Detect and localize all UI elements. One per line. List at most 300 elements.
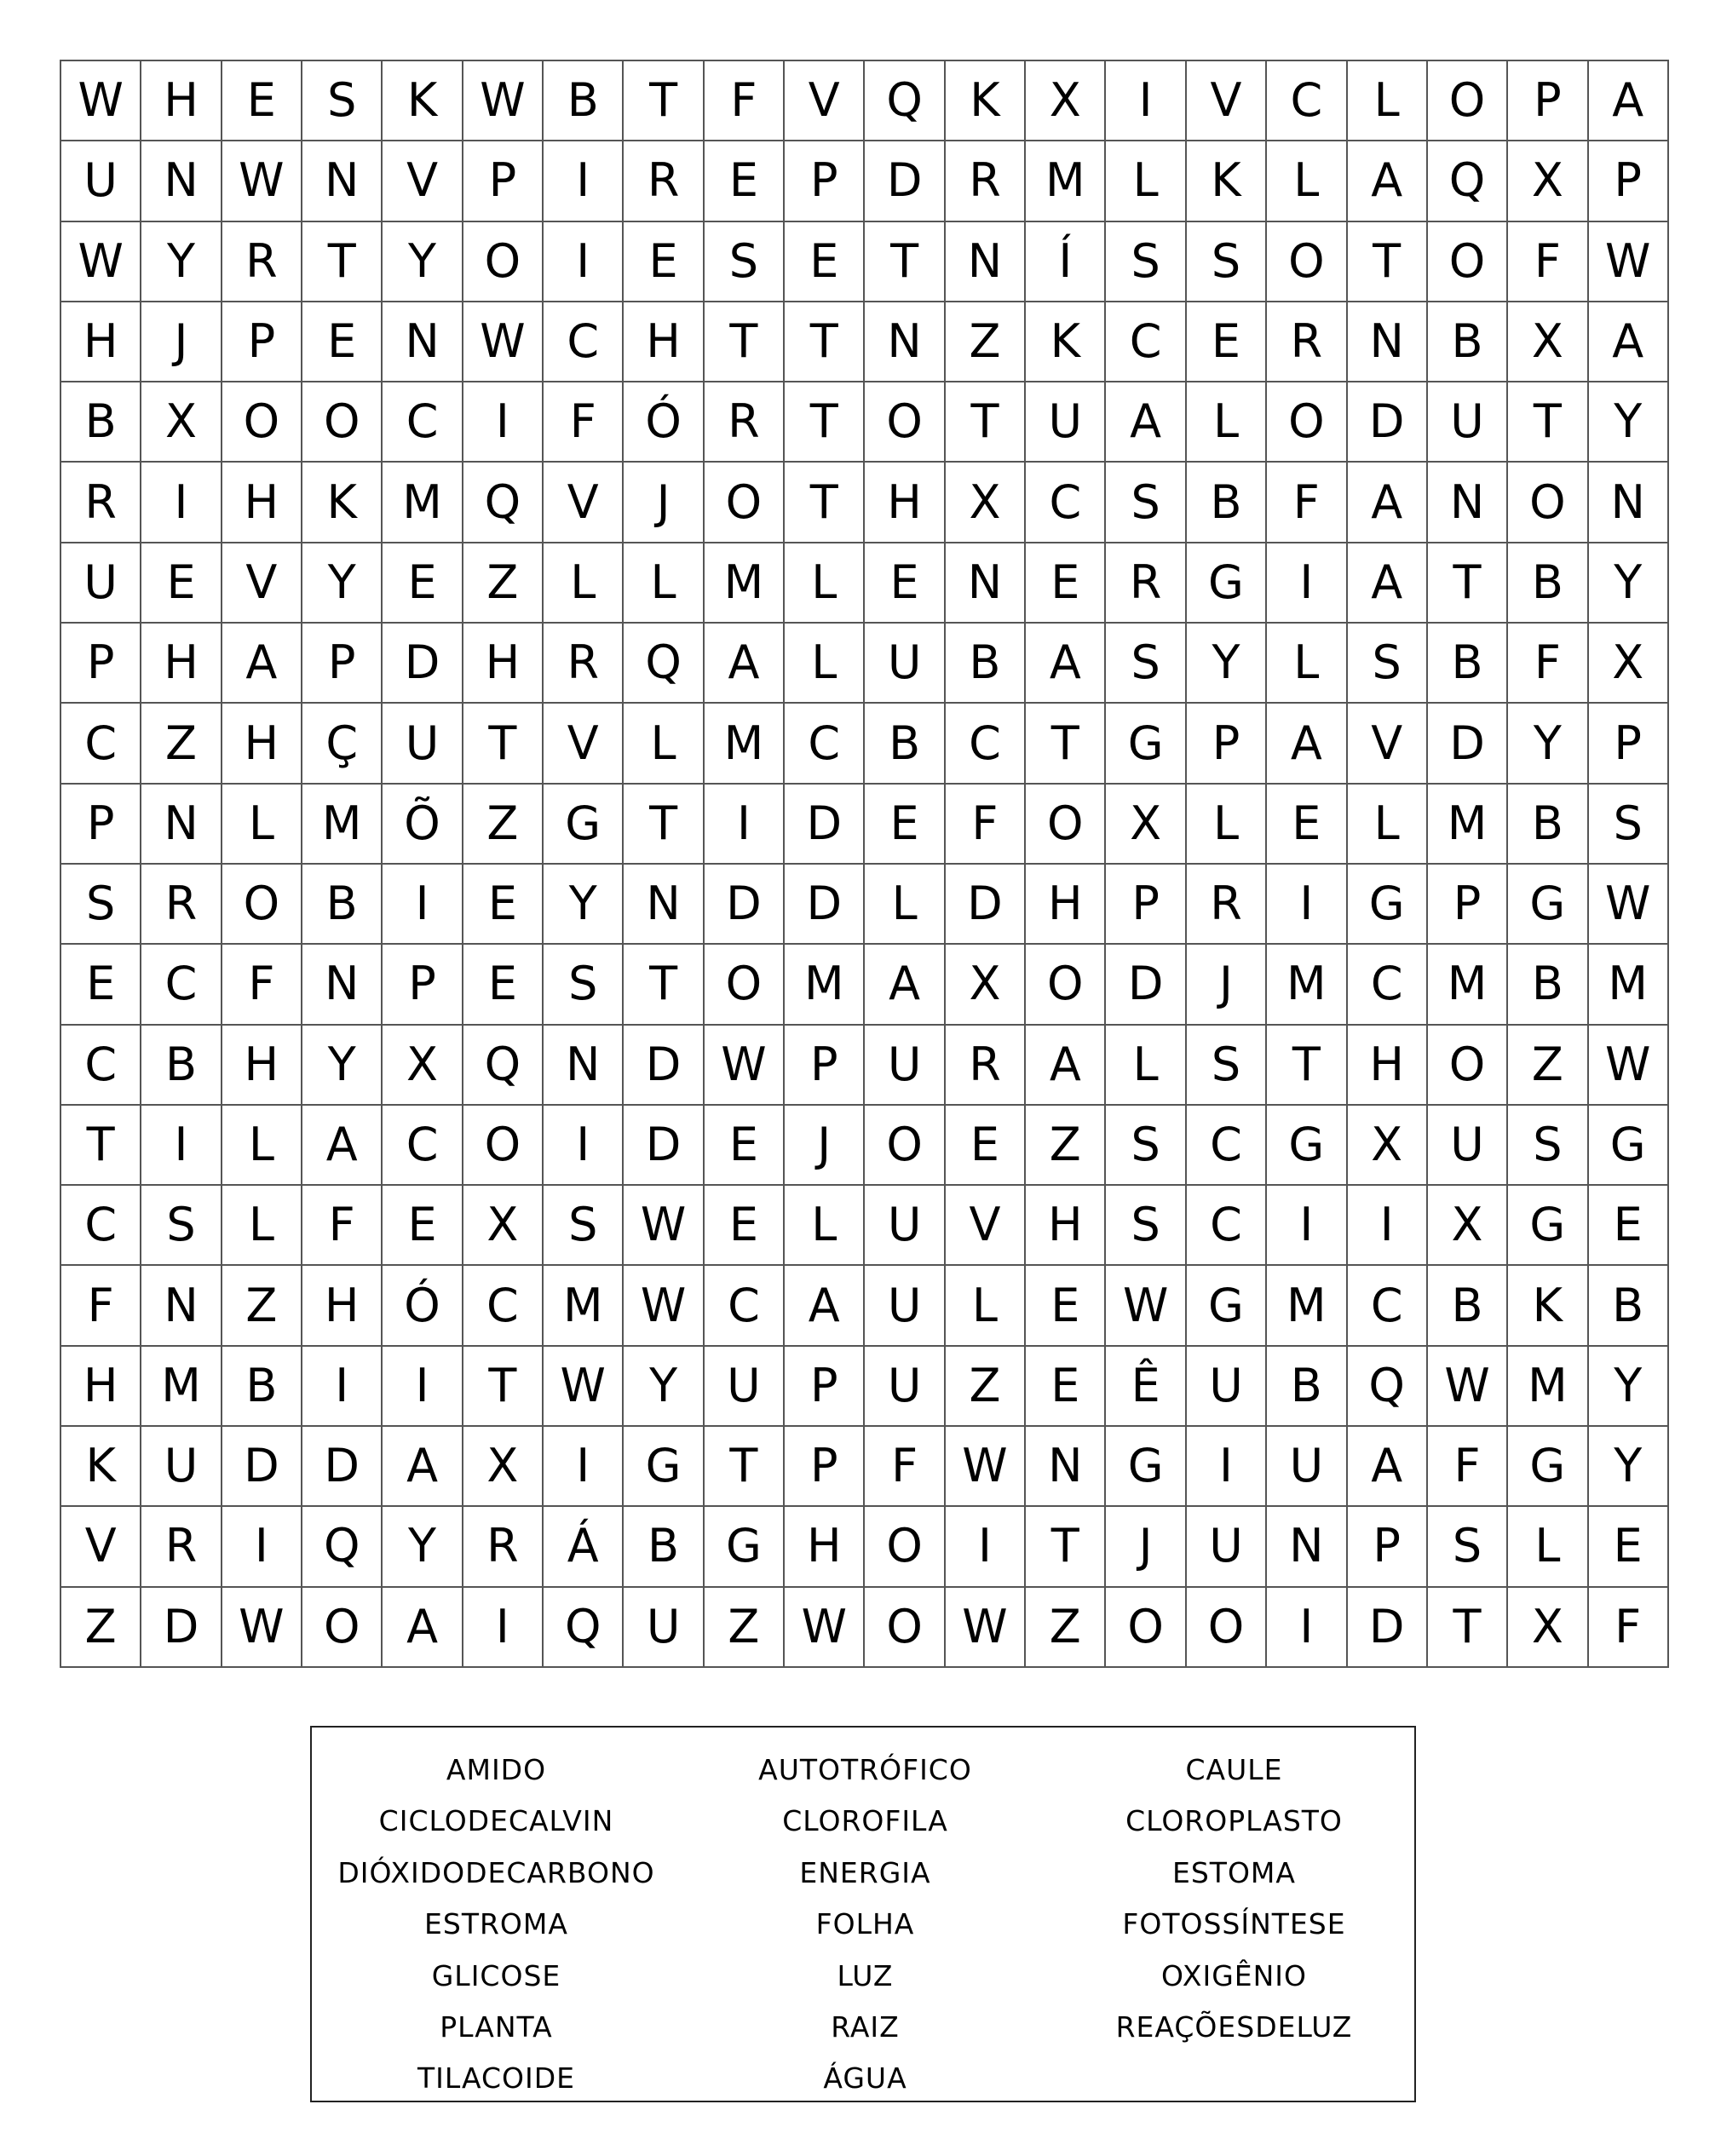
grid-cell[interactable]: M xyxy=(302,785,383,865)
grid-cell[interactable]: A xyxy=(785,1266,865,1346)
grid-cell[interactable]: L xyxy=(785,1186,865,1266)
grid-cell[interactable]: J xyxy=(141,302,222,382)
grid-cell[interactable]: L xyxy=(785,624,865,704)
grid-cell[interactable]: Z xyxy=(1026,1588,1106,1668)
grid-cell[interactable]: W xyxy=(624,1266,704,1346)
grid-cell[interactable]: W xyxy=(946,1588,1026,1668)
grid-cell[interactable]: J xyxy=(1187,945,1267,1025)
grid-cell[interactable]: D xyxy=(1428,704,1508,784)
grid-cell[interactable]: M xyxy=(1267,945,1347,1025)
grid-cell[interactable]: M xyxy=(1428,785,1508,865)
grid-cell[interactable]: F xyxy=(544,382,624,463)
grid-cell[interactable]: K xyxy=(61,1427,141,1507)
grid-cell[interactable]: A xyxy=(1106,382,1186,463)
grid-cell[interactable]: D xyxy=(785,785,865,865)
grid-cell[interactable]: B xyxy=(1508,945,1588,1025)
grid-cell[interactable]: B xyxy=(624,1507,704,1587)
grid-cell[interactable]: O xyxy=(1187,1588,1267,1668)
grid-cell[interactable]: N xyxy=(624,865,704,945)
grid-cell[interactable]: W xyxy=(463,302,544,382)
grid-cell[interactable]: Z xyxy=(61,1588,141,1668)
grid-cell[interactable]: S xyxy=(1508,1106,1588,1186)
grid-cell[interactable]: Í xyxy=(1026,222,1106,302)
grid-cell[interactable]: L xyxy=(1267,624,1347,704)
grid-cell[interactable]: S xyxy=(1187,1026,1267,1106)
grid-cell[interactable]: Ç xyxy=(302,704,383,784)
grid-cell[interactable]: T xyxy=(705,1427,785,1507)
grid-cell[interactable]: C xyxy=(383,1106,463,1186)
grid-cell[interactable]: D xyxy=(624,1026,704,1106)
grid-cell[interactable]: N xyxy=(383,302,463,382)
grid-cell[interactable]: X xyxy=(1428,1186,1508,1266)
grid-cell[interactable]: I xyxy=(1106,61,1186,141)
grid-cell[interactable]: U xyxy=(1267,1427,1347,1507)
grid-cell[interactable]: P xyxy=(222,302,302,382)
grid-cell[interactable]: L xyxy=(1187,785,1267,865)
grid-cell[interactable]: G xyxy=(544,785,624,865)
grid-cell[interactable]: A xyxy=(1026,624,1106,704)
grid-cell[interactable]: R xyxy=(61,463,141,543)
grid-cell[interactable]: A xyxy=(1589,302,1669,382)
grid-cell[interactable]: T xyxy=(785,463,865,543)
grid-cell[interactable]: P xyxy=(61,785,141,865)
grid-cell[interactable]: S xyxy=(1187,222,1267,302)
grid-cell[interactable]: C xyxy=(1187,1186,1267,1266)
grid-cell[interactable]: Q xyxy=(463,1026,544,1106)
grid-cell[interactable]: Z xyxy=(1508,1026,1588,1106)
grid-cell[interactable]: Y xyxy=(1589,382,1669,463)
grid-cell[interactable]: G xyxy=(1508,1427,1588,1507)
grid-cell[interactable]: F xyxy=(865,1427,945,1507)
grid-cell[interactable]: I xyxy=(544,222,624,302)
grid-cell[interactable]: L xyxy=(222,1186,302,1266)
grid-cell[interactable]: W xyxy=(61,222,141,302)
grid-cell[interactable]: F xyxy=(946,785,1026,865)
grid-cell[interactable]: B xyxy=(1428,1266,1508,1346)
grid-cell[interactable]: H xyxy=(222,704,302,784)
grid-cell[interactable]: T xyxy=(302,222,383,302)
grid-cell[interactable]: R xyxy=(222,222,302,302)
grid-cell[interactable]: N xyxy=(544,1026,624,1106)
grid-cell[interactable]: O xyxy=(1267,222,1347,302)
grid-cell[interactable]: P xyxy=(61,624,141,704)
grid-cell[interactable]: F xyxy=(705,61,785,141)
grid-cell[interactable]: N xyxy=(141,141,222,221)
grid-cell[interactable]: E xyxy=(1589,1507,1669,1587)
grid-cell[interactable]: Y xyxy=(383,222,463,302)
grid-cell[interactable]: X xyxy=(1508,1588,1588,1668)
grid-cell[interactable]: E xyxy=(141,543,222,624)
grid-cell[interactable]: S xyxy=(1428,1507,1508,1587)
grid-cell[interactable]: S xyxy=(141,1186,222,1266)
grid-cell[interactable]: P xyxy=(1589,704,1669,784)
grid-cell[interactable]: L xyxy=(1348,785,1428,865)
grid-cell[interactable]: C xyxy=(1348,945,1428,1025)
grid-cell[interactable]: F xyxy=(1428,1427,1508,1507)
grid-cell[interactable]: T xyxy=(463,704,544,784)
grid-cell[interactable]: F xyxy=(1589,1588,1669,1668)
grid-cell[interactable]: D xyxy=(785,865,865,945)
grid-cell[interactable]: M xyxy=(785,945,865,1025)
grid-cell[interactable]: O xyxy=(302,1588,383,1668)
grid-cell[interactable]: Z xyxy=(1026,1106,1106,1186)
grid-cell[interactable]: I xyxy=(1187,1427,1267,1507)
grid-cell[interactable]: G xyxy=(1508,865,1588,945)
grid-cell[interactable]: N xyxy=(865,302,945,382)
grid-cell[interactable]: O xyxy=(222,865,302,945)
grid-cell[interactable]: U xyxy=(141,1427,222,1507)
grid-cell[interactable]: M xyxy=(1267,1266,1347,1346)
grid-cell[interactable]: I xyxy=(383,1347,463,1427)
grid-cell[interactable]: X xyxy=(1508,141,1588,221)
grid-cell[interactable]: E xyxy=(705,1106,785,1186)
grid-cell[interactable]: Y xyxy=(1508,704,1588,784)
grid-cell[interactable]: R xyxy=(1106,543,1186,624)
grid-cell[interactable]: W xyxy=(785,1588,865,1668)
grid-cell[interactable]: C xyxy=(544,302,624,382)
grid-cell[interactable]: X xyxy=(463,1427,544,1507)
grid-cell[interactable]: N xyxy=(1026,1427,1106,1507)
grid-cell[interactable]: A xyxy=(383,1427,463,1507)
grid-cell[interactable]: Á xyxy=(544,1507,624,1587)
grid-cell[interactable]: D xyxy=(141,1588,222,1668)
grid-cell[interactable]: N xyxy=(302,141,383,221)
grid-cell[interactable]: X xyxy=(1589,624,1669,704)
grid-cell[interactable]: M xyxy=(544,1266,624,1346)
grid-cell[interactable]: G xyxy=(705,1507,785,1587)
grid-cell[interactable]: N xyxy=(141,785,222,865)
grid-cell[interactable]: I xyxy=(302,1347,383,1427)
grid-cell[interactable]: I xyxy=(222,1507,302,1587)
grid-cell[interactable]: U xyxy=(624,1588,704,1668)
grid-cell[interactable]: N xyxy=(1428,463,1508,543)
grid-cell[interactable]: I xyxy=(383,865,463,945)
grid-cell[interactable]: V xyxy=(222,543,302,624)
grid-cell[interactable]: R xyxy=(1267,302,1347,382)
grid-cell[interactable]: F xyxy=(1267,463,1347,543)
grid-cell[interactable]: E xyxy=(383,543,463,624)
grid-cell[interactable]: L xyxy=(865,865,945,945)
grid-cell[interactable]: V xyxy=(544,704,624,784)
grid-cell[interactable]: N xyxy=(946,543,1026,624)
grid-cell[interactable]: S xyxy=(544,1186,624,1266)
grid-cell[interactable]: G xyxy=(1508,1186,1588,1266)
grid-cell[interactable]: E xyxy=(705,141,785,221)
grid-cell[interactable]: T xyxy=(946,382,1026,463)
grid-cell[interactable]: T xyxy=(865,222,945,302)
grid-cell[interactable]: H xyxy=(785,1507,865,1587)
grid-cell[interactable]: S xyxy=(544,945,624,1025)
grid-cell[interactable]: U xyxy=(865,1186,945,1266)
grid-cell[interactable]: L xyxy=(624,704,704,784)
grid-cell[interactable]: F xyxy=(61,1266,141,1346)
grid-cell[interactable]: E xyxy=(1026,543,1106,624)
grid-cell[interactable]: D xyxy=(302,1427,383,1507)
grid-cell[interactable]: D xyxy=(383,624,463,704)
grid-cell[interactable]: E xyxy=(1589,1186,1669,1266)
grid-cell[interactable]: V xyxy=(785,61,865,141)
grid-cell[interactable]: M xyxy=(141,1347,222,1427)
grid-cell[interactable]: M xyxy=(1428,945,1508,1025)
grid-cell[interactable]: E xyxy=(302,302,383,382)
grid-cell[interactable]: X xyxy=(1508,302,1588,382)
grid-cell[interactable]: I xyxy=(1267,865,1347,945)
grid-cell[interactable]: G xyxy=(1106,1427,1186,1507)
grid-cell[interactable]: O xyxy=(1026,785,1106,865)
grid-cell[interactable]: B xyxy=(1187,463,1267,543)
grid-cell[interactable]: I xyxy=(544,1427,624,1507)
grid-cell[interactable]: E xyxy=(1267,785,1347,865)
grid-cell[interactable]: T xyxy=(1348,222,1428,302)
grid-cell[interactable]: J xyxy=(785,1106,865,1186)
grid-cell[interactable]: Y xyxy=(302,1026,383,1106)
grid-cell[interactable]: S xyxy=(1589,785,1669,865)
grid-cell[interactable]: R xyxy=(141,1507,222,1587)
grid-cell[interactable]: L xyxy=(222,1106,302,1186)
grid-cell[interactable]: L xyxy=(222,785,302,865)
grid-cell[interactable]: U xyxy=(1187,1347,1267,1427)
grid-cell[interactable]: E xyxy=(463,865,544,945)
grid-cell[interactable]: A xyxy=(865,945,945,1025)
grid-cell[interactable]: B xyxy=(61,382,141,463)
grid-cell[interactable]: B xyxy=(544,61,624,141)
grid-cell[interactable]: E xyxy=(785,222,865,302)
grid-cell[interactable]: D xyxy=(1106,945,1186,1025)
grid-cell[interactable]: O xyxy=(1026,945,1106,1025)
grid-cell[interactable]: B xyxy=(946,624,1026,704)
grid-cell[interactable]: I xyxy=(1267,1588,1347,1668)
grid-cell[interactable]: W xyxy=(222,141,302,221)
grid-cell[interactable]: K xyxy=(946,61,1026,141)
grid-cell[interactable]: V xyxy=(383,141,463,221)
grid-cell[interactable]: K xyxy=(302,463,383,543)
grid-cell[interactable]: P xyxy=(1428,865,1508,945)
grid-cell[interactable]: E xyxy=(1026,1347,1106,1427)
grid-cell[interactable]: M xyxy=(383,463,463,543)
grid-cell[interactable]: R xyxy=(624,141,704,221)
grid-cell[interactable]: B xyxy=(302,865,383,945)
grid-cell[interactable]: T xyxy=(785,302,865,382)
grid-cell[interactable]: T xyxy=(61,1106,141,1186)
grid-cell[interactable]: Y xyxy=(624,1347,704,1427)
grid-cell[interactable]: O xyxy=(463,222,544,302)
grid-cell[interactable]: I xyxy=(141,1106,222,1186)
grid-cell[interactable]: T xyxy=(1026,1507,1106,1587)
grid-cell[interactable]: H xyxy=(61,302,141,382)
grid-cell[interactable]: E xyxy=(61,945,141,1025)
grid-cell[interactable]: P xyxy=(1106,865,1186,945)
grid-cell[interactable]: Z xyxy=(141,704,222,784)
grid-cell[interactable]: L xyxy=(1267,141,1347,221)
grid-cell[interactable]: H xyxy=(302,1266,383,1346)
grid-cell[interactable]: D xyxy=(222,1427,302,1507)
grid-cell[interactable]: T xyxy=(1428,1588,1508,1668)
grid-cell[interactable]: R xyxy=(705,382,785,463)
grid-cell[interactable]: T xyxy=(785,382,865,463)
grid-cell[interactable]: E xyxy=(624,222,704,302)
grid-cell[interactable]: B xyxy=(1589,1266,1669,1346)
grid-cell[interactable]: P xyxy=(1589,141,1669,221)
grid-cell[interactable]: S xyxy=(302,61,383,141)
grid-cell[interactable]: A xyxy=(1348,141,1428,221)
grid-cell[interactable]: C xyxy=(1026,463,1106,543)
grid-cell[interactable]: A xyxy=(705,624,785,704)
grid-cell[interactable]: O xyxy=(865,1106,945,1186)
grid-cell[interactable]: L xyxy=(1106,141,1186,221)
grid-cell[interactable]: R xyxy=(544,624,624,704)
grid-cell[interactable]: R xyxy=(1187,865,1267,945)
grid-cell[interactable]: B xyxy=(1267,1347,1347,1427)
grid-cell[interactable]: S xyxy=(1106,222,1186,302)
grid-cell[interactable]: V xyxy=(544,463,624,543)
grid-cell[interactable]: I xyxy=(463,1588,544,1668)
grid-cell[interactable]: A xyxy=(1589,61,1669,141)
grid-cell[interactable]: P xyxy=(463,141,544,221)
grid-cell[interactable]: W xyxy=(1589,222,1669,302)
grid-cell[interactable]: C xyxy=(705,1266,785,1346)
grid-cell[interactable]: Y xyxy=(302,543,383,624)
grid-cell[interactable]: J xyxy=(624,463,704,543)
grid-cell[interactable]: Z xyxy=(463,543,544,624)
grid-cell[interactable]: I xyxy=(1348,1186,1428,1266)
grid-cell[interactable]: O xyxy=(1428,222,1508,302)
grid-cell[interactable]: A xyxy=(1348,543,1428,624)
grid-cell[interactable]: T xyxy=(624,945,704,1025)
grid-cell[interactable]: K xyxy=(1187,141,1267,221)
grid-cell[interactable]: H xyxy=(1026,865,1106,945)
grid-cell[interactable]: L xyxy=(1187,382,1267,463)
grid-cell[interactable]: W xyxy=(1106,1266,1186,1346)
grid-cell[interactable]: O xyxy=(705,945,785,1025)
grid-cell[interactable]: U xyxy=(1428,1106,1508,1186)
grid-cell[interactable]: P xyxy=(785,141,865,221)
grid-cell[interactable]: U xyxy=(865,624,945,704)
grid-cell[interactable]: H xyxy=(61,1347,141,1427)
grid-cell[interactable]: U xyxy=(1026,382,1106,463)
grid-cell[interactable]: C xyxy=(1267,61,1347,141)
grid-cell[interactable]: B xyxy=(222,1347,302,1427)
grid-cell[interactable]: A xyxy=(1267,704,1347,784)
grid-cell[interactable]: D xyxy=(1348,1588,1428,1668)
grid-cell[interactable]: M xyxy=(1508,1347,1588,1427)
grid-cell[interactable]: Z xyxy=(946,1347,1026,1427)
grid-cell[interactable]: O xyxy=(1267,382,1347,463)
grid-cell[interactable]: T xyxy=(624,61,704,141)
grid-cell[interactable]: D xyxy=(705,865,785,945)
grid-cell[interactable]: G xyxy=(1589,1106,1669,1186)
grid-cell[interactable]: E xyxy=(865,785,945,865)
grid-cell[interactable]: O xyxy=(222,382,302,463)
grid-cell[interactable]: Y xyxy=(141,222,222,302)
grid-cell[interactable]: Q xyxy=(1428,141,1508,221)
grid-cell[interactable]: H xyxy=(624,302,704,382)
grid-cell[interactable]: K xyxy=(1026,302,1106,382)
grid-cell[interactable]: Y xyxy=(1589,1347,1669,1427)
grid-cell[interactable]: Q xyxy=(302,1507,383,1587)
grid-cell[interactable]: V xyxy=(1187,61,1267,141)
grid-cell[interactable]: B xyxy=(1428,624,1508,704)
grid-cell[interactable]: P xyxy=(1348,1507,1428,1587)
grid-cell[interactable]: I xyxy=(544,1106,624,1186)
grid-cell[interactable]: L xyxy=(624,543,704,624)
grid-cell[interactable]: T xyxy=(1508,382,1588,463)
grid-cell[interactable]: H xyxy=(141,624,222,704)
grid-cell[interactable]: N xyxy=(1267,1507,1347,1587)
grid-cell[interactable]: W xyxy=(463,61,544,141)
grid-cell[interactable]: O xyxy=(1428,61,1508,141)
grid-cell[interactable]: V xyxy=(61,1507,141,1587)
grid-cell[interactable]: U xyxy=(865,1026,945,1106)
grid-cell[interactable]: N xyxy=(1589,463,1669,543)
grid-cell[interactable]: P xyxy=(785,1427,865,1507)
grid-cell[interactable]: F xyxy=(1508,624,1588,704)
grid-cell[interactable]: I xyxy=(705,785,785,865)
grid-cell[interactable]: L xyxy=(946,1266,1026,1346)
grid-cell[interactable]: V xyxy=(946,1186,1026,1266)
grid-cell[interactable]: H xyxy=(1348,1026,1428,1106)
grid-cell[interactable]: Y xyxy=(1589,543,1669,624)
grid-cell[interactable]: X xyxy=(1348,1106,1428,1186)
grid-cell[interactable]: X xyxy=(141,382,222,463)
grid-cell[interactable]: E xyxy=(946,1106,1026,1186)
grid-cell[interactable]: C xyxy=(785,704,865,784)
grid-cell[interactable]: O xyxy=(1106,1588,1186,1668)
grid-cell[interactable]: O xyxy=(705,463,785,543)
grid-cell[interactable]: S xyxy=(1106,463,1186,543)
grid-cell[interactable]: H xyxy=(141,61,222,141)
grid-cell[interactable]: R xyxy=(946,141,1026,221)
grid-cell[interactable]: T xyxy=(705,302,785,382)
grid-cell[interactable]: E xyxy=(865,543,945,624)
grid-cell[interactable]: P xyxy=(785,1347,865,1427)
grid-cell[interactable]: E xyxy=(383,1186,463,1266)
grid-cell[interactable]: Q xyxy=(544,1588,624,1668)
grid-cell[interactable]: O xyxy=(463,1106,544,1186)
grid-cell[interactable]: W xyxy=(624,1186,704,1266)
grid-cell[interactable]: O xyxy=(865,1507,945,1587)
grid-cell[interactable]: U xyxy=(383,704,463,784)
grid-cell[interactable]: W xyxy=(1589,1026,1669,1106)
grid-cell[interactable]: C xyxy=(61,1026,141,1106)
grid-cell[interactable]: R xyxy=(141,865,222,945)
grid-cell[interactable]: A xyxy=(1348,463,1428,543)
grid-cell[interactable]: S xyxy=(1106,1186,1186,1266)
grid-cell[interactable]: W xyxy=(544,1347,624,1427)
grid-cell[interactable]: E xyxy=(705,1186,785,1266)
grid-cell[interactable]: P xyxy=(1187,704,1267,784)
grid-cell[interactable]: U xyxy=(865,1347,945,1427)
grid-cell[interactable]: E xyxy=(1187,302,1267,382)
grid-cell[interactable]: U xyxy=(61,141,141,221)
grid-cell[interactable]: U xyxy=(865,1266,945,1346)
grid-cell[interactable]: H xyxy=(865,463,945,543)
grid-cell[interactable]: U xyxy=(61,543,141,624)
grid-cell[interactable]: L xyxy=(544,543,624,624)
grid-cell[interactable]: T xyxy=(624,785,704,865)
grid-cell[interactable]: A xyxy=(1348,1427,1428,1507)
grid-cell[interactable]: M xyxy=(1589,945,1669,1025)
grid-cell[interactable]: G xyxy=(1187,1266,1267,1346)
grid-cell[interactable]: Y xyxy=(383,1507,463,1587)
grid-cell[interactable]: G xyxy=(1106,704,1186,784)
grid-cell[interactable]: T xyxy=(1026,704,1106,784)
grid-cell[interactable]: N xyxy=(1348,302,1428,382)
grid-cell[interactable]: P xyxy=(383,945,463,1025)
grid-cell[interactable]: P xyxy=(1508,61,1588,141)
grid-cell[interactable]: C xyxy=(1106,302,1186,382)
grid-cell[interactable]: B xyxy=(1508,785,1588,865)
grid-cell[interactable]: X xyxy=(1026,61,1106,141)
